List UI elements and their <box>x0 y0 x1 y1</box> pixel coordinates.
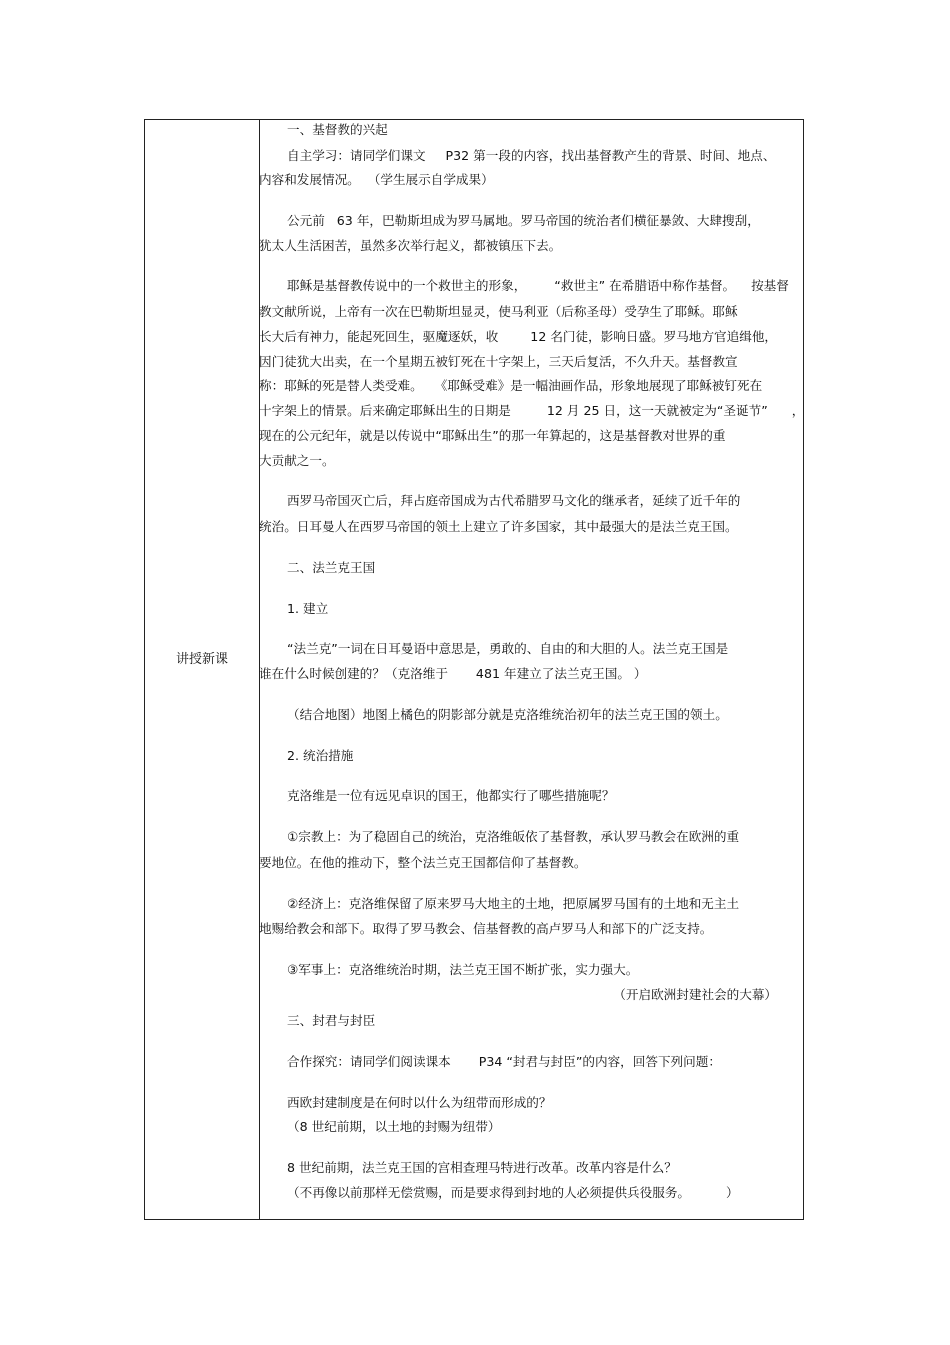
paragraph-line: 内容和发展情况。 （学生展示自学成果） <box>259 172 494 187</box>
paragraph-line: 自主学习：请同学们课文 P32 第一段的内容，找出基督教产生的背景、时间、地点、 <box>287 148 776 163</box>
paragraph-line: 西罗马帝国灭亡后，拜占庭帝国成为古代希腊罗马文化的继承者，延续了近千年的 <box>287 493 741 508</box>
heading-frankish-kingdom: 二、法兰克王国 <box>287 560 376 575</box>
answer-line: （8 世纪前期，以土地的封赐为纽带） <box>287 1119 501 1134</box>
lesson-table <box>144 119 804 1220</box>
paragraph-line: 耶稣是基督教传说中的一个救世主的形象， “救世主” 在希腊语中称作基督。 按基督 <box>287 278 789 293</box>
paragraph-line: “法兰克”一词在日耳曼语中意思是，勇敢的、自由的和大胆的人。法兰克王国是 <box>287 641 729 656</box>
row-label: 讲授新课 <box>175 652 228 667</box>
paragraph-line: 犹太人生活困苦，虽然多次举行起义，都被镇压下去。 <box>259 238 562 253</box>
paragraph-line: 十字架上的情景。后来确定耶稣出生的日期是 12 月 25 日，这一天就被定为“圣诞节” ， <box>259 403 805 418</box>
paragraph-line: 长大后有神力，能起死回生，驱魔逐妖，收 12 名门徒，影响日盛。罗马地方官追缉他， <box>259 329 778 344</box>
paragraph-line: 谁在什么时候创建的？（克洛维于 481 年建立了法兰克王国。 ） <box>259 666 647 681</box>
paragraph-line: 称：耶稣的死是替人类受难。 《耶稣受难》是一幅油画作品，形象地展现了耶稣被钉死在 <box>259 378 763 393</box>
question-line: 8 世纪前期，法兰克王国的宫相查理马特进行改革。改革内容是什么？ <box>287 1160 677 1175</box>
paragraph-line: 公元前 63 年，巴勒斯坦成为罗马属地。罗马帝国的统治者们横征暴敛、大肆搜刮， <box>287 213 760 228</box>
heading-christianity: 一、基督教的兴起 <box>287 122 388 137</box>
answer-line: （不再像以前那样无偿赏赐，而是要求得到封地的人必须提供兵役服务。 ） <box>287 1185 739 1200</box>
paragraph-line: ③军事上：克洛维统治时期，法兰克王国不断扩张，实力强大。 <box>287 962 639 977</box>
paragraph-line: 现在的公元纪年，就是以传说中“耶稣出生”的那一年算起的，这是基督教对世界的重 <box>259 428 726 443</box>
lesson-content <box>259 120 803 1219</box>
paragraph-note: （开启欧洲封建社会的大幕） <box>613 987 777 1002</box>
paragraph-line: 统治。日耳曼人在西罗马帝国的领土上建立了许多国家，其中最强大的是法兰克王国。 <box>259 519 738 534</box>
paragraph-line: 教文献所说，上帝有一次在巴勒斯坦显灵，使马利亚（后称圣母）受孕生了耶稣。耶稣 <box>259 304 738 319</box>
question-line: 西欧封建制度是在何时以什么为纽带而形成的？ <box>287 1095 552 1110</box>
subheading-founding: 1. 建立 <box>287 601 329 616</box>
paragraph-line: 要地位。在他的推动下，整个法兰克王国都信仰了基督教。 <box>259 855 587 870</box>
paragraph-line: （结合地图）地图上橘色的阴影部分就是克洛维统治初年的法兰克王国的领土。 <box>287 707 728 722</box>
paragraph-line: ①宗教上：为了稳固自己的统治，克洛维皈依了基督教，承认罗马教会在欧洲的重 <box>287 829 740 844</box>
paragraph-line: 地赐给教会和部下。取得了罗马教会、信基督教的高卢罗马人和部下的广泛支持。 <box>259 921 713 936</box>
paragraph-line: 克洛维是一位有远见卓识的国王，他都实行了哪些措施呢？ <box>287 788 615 803</box>
subheading-governance: 2. 统治措施 <box>287 748 354 763</box>
paragraph-line: ②经济上：克洛维保留了原来罗马大地主的土地，把原属罗马国有的土地和无主土 <box>287 896 740 911</box>
paragraph-line: 合作探究：请同学们阅读课本 P34 “封君与封臣”的内容，回答下列问题： <box>287 1054 721 1069</box>
heading-lords-vassals: 三、封君与封臣 <box>287 1013 376 1028</box>
paragraph-line: 大贡献之一。 <box>259 453 335 468</box>
paragraph-line: 因门徒犹大出卖，在一个星期五被钉死在十字架上，三天后复活，不久升天。基督教宣 <box>259 354 738 369</box>
